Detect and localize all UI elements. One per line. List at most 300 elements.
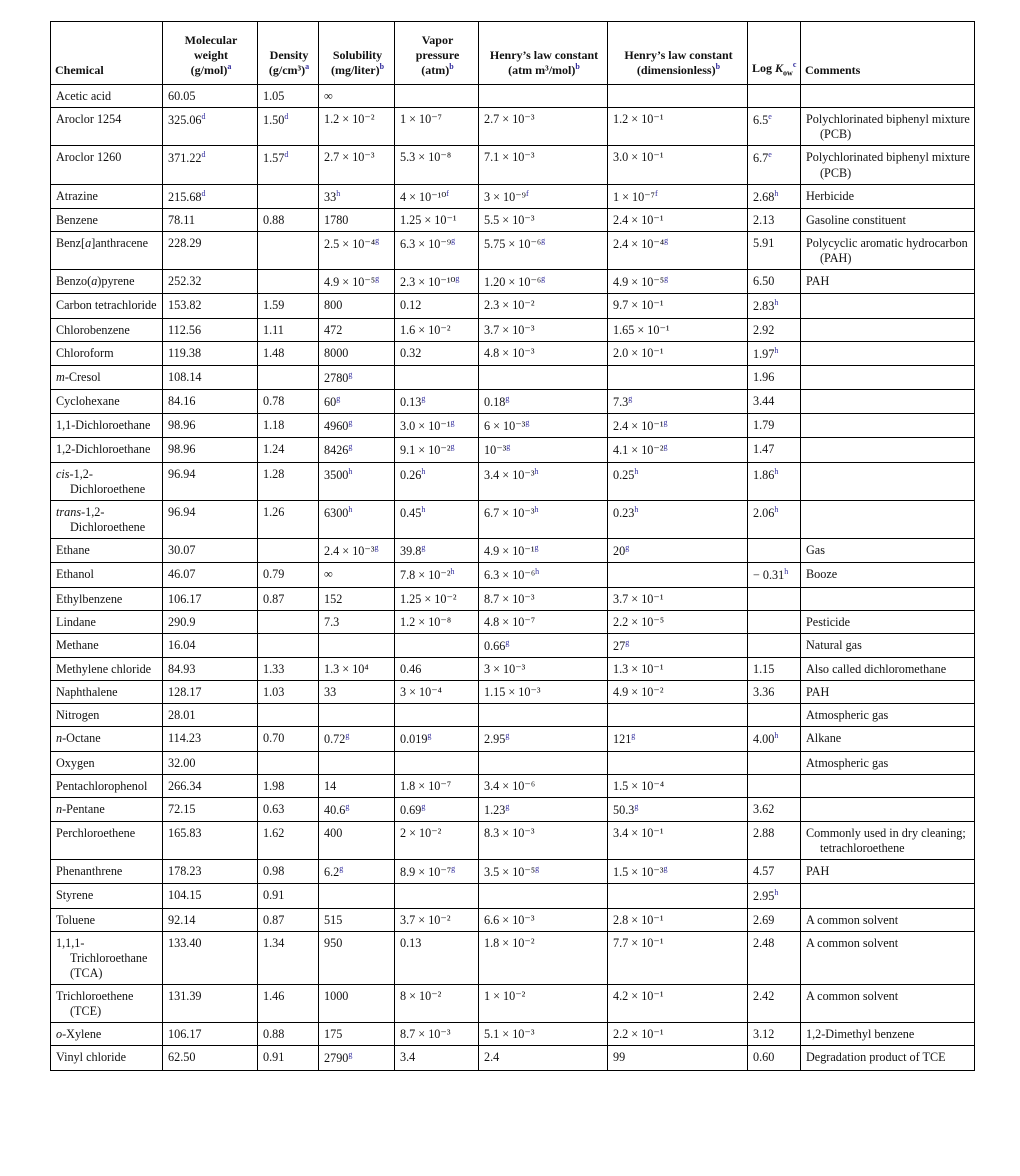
cell-comments: [801, 539, 975, 563]
cell-text: Gasoline constituent: [806, 212, 906, 227]
footnote-marker: c: [792, 59, 797, 69]
cell-molecular-weight: 98.96: [163, 414, 258, 438]
table-row: [51, 500, 975, 538]
cell-comments: [801, 751, 975, 774]
cell-solubility: 2.7 × 10⁻³: [319, 146, 395, 184]
cell-chemical: [51, 860, 163, 884]
footnote-marker: h: [774, 466, 779, 476]
header-vapor-pressure: [395, 22, 479, 85]
table-row: [51, 365, 975, 389]
cell-log-kow: [748, 85, 801, 108]
cell-text: Atmospheric gas: [806, 708, 889, 723]
footnote-marker: g: [535, 864, 540, 874]
cell-chemical: [51, 500, 163, 538]
cell-comments: [801, 184, 975, 208]
footnote-marker: g: [450, 418, 455, 428]
cell-solubility: 2.5 × 10⁻⁴$^g$: [319, 231, 395, 269]
cell-text: Styrene: [56, 888, 94, 903]
cell-henrys-law-atm: 3.7 × 10⁻³: [479, 318, 608, 341]
cell-solubility: 7.3: [319, 610, 395, 633]
table-row: [51, 414, 975, 438]
cell-text: Ethanol: [56, 567, 94, 582]
table-row: [51, 1046, 975, 1070]
cell-chemical: [51, 931, 163, 984]
cell-henrys-law-dimensionless: 3.4 × 10⁻¹: [608, 821, 748, 859]
table-row: [51, 751, 975, 774]
footnote-marker: h: [534, 504, 539, 514]
header-line: (atm): [421, 63, 450, 78]
cell-solubility: 8426$^g$: [319, 438, 395, 462]
header-line: (dimensionless): [636, 63, 716, 78]
table-row: [51, 657, 975, 680]
footnote-marker: g: [348, 1050, 353, 1060]
cell-density: 0.87: [258, 587, 319, 610]
footnote-marker: h: [348, 466, 353, 476]
table-row: [51, 208, 975, 231]
cell-solubility: 1.2 × 10⁻²: [319, 108, 395, 146]
cell-comments: [801, 774, 975, 797]
footnote-marker: g: [664, 235, 669, 245]
cell-molecular-weight: 178.23: [163, 860, 258, 884]
cell-text: Booze: [806, 567, 838, 582]
chemical-properties-table: [50, 21, 975, 1071]
table-row: [51, 633, 975, 657]
cell-molecular-weight: 96.94: [163, 500, 258, 538]
cell-solubility: 2790$^g$: [319, 1046, 395, 1070]
cell-solubility: 8000: [319, 341, 395, 365]
cell-chemical: [51, 908, 163, 931]
footnote-marker: b: [379, 62, 385, 72]
cell-text: A common solvent: [806, 912, 899, 927]
cell-text: Vinyl chloride: [56, 1050, 127, 1065]
cell-text: Lindane: [56, 614, 96, 629]
footnote-marker: g: [339, 864, 344, 874]
cell-molecular-weight: 133.40: [163, 931, 258, 984]
table-row: [51, 1023, 975, 1046]
cell-log-kow: [748, 633, 801, 657]
footnote-marker: g: [625, 637, 630, 647]
cell-chemical: [51, 884, 163, 908]
cell-chemical: [51, 681, 163, 704]
footnote-marker: g: [505, 637, 510, 647]
cell-henrys-law-dimensionless: [608, 751, 748, 774]
cell-density: 1.26: [258, 500, 319, 538]
header-line: (g/cm³): [268, 63, 306, 78]
cell-henrys-law-atm: 1.20 × 10⁻⁶$^g$: [479, 270, 608, 294]
cell-comments: [801, 365, 975, 389]
cell-log-kow: 6.50: [748, 270, 801, 294]
cell-comments: [801, 563, 975, 587]
cell-henrys-law-atm: 3 × 10⁻³: [479, 657, 608, 680]
cell-henrys-law-dimensionless: 27$^g$: [608, 633, 748, 657]
footnote-marker: g: [628, 394, 633, 404]
cell-density: [258, 633, 319, 657]
cell-henrys-law-dimensionless: 2.4 × 10⁻¹: [608, 208, 748, 231]
footnote-marker: h: [634, 466, 639, 476]
cell-henrys-law-dimensionless: 1.3 × 10⁻¹: [608, 657, 748, 680]
cell-text: Polychlorinated biphenyl mixture (PCB): [806, 112, 970, 142]
cell-comments: [801, 438, 975, 462]
footnote-marker: g: [541, 274, 546, 284]
header-comments: [801, 22, 975, 85]
cell-solubility: ∞: [319, 563, 395, 587]
footnote-marker: g: [375, 274, 380, 284]
cell-vapor-pressure: 1.8 × 10⁻⁷: [395, 774, 479, 797]
footnote-marker: g: [427, 731, 432, 741]
footnote-marker: g: [345, 801, 350, 811]
cell-henrys-law-dimensionless: [608, 563, 748, 587]
cell-chemical: [51, 633, 163, 657]
cell-molecular-weight: 112.56: [163, 318, 258, 341]
cell-henrys-law-dimensionless: 9.7 × 10⁻¹: [608, 294, 748, 318]
cell-density: [258, 184, 319, 208]
cell-henrys-law-atm: 3.4 × 10⁻⁶: [479, 774, 608, 797]
cell-log-kow: [748, 704, 801, 727]
cell-log-kow: 2.95$^h$: [748, 884, 801, 908]
cell-comments: [801, 985, 975, 1023]
cell-density: [258, 231, 319, 269]
cell-henrys-law-dimensionless: 3.7 × 10⁻¹: [608, 587, 748, 610]
table-row: [51, 727, 975, 751]
cell-molecular-weight: 104.15: [163, 884, 258, 908]
header-density: [258, 22, 319, 85]
cell-chemical: [51, 704, 163, 727]
table-row: [51, 797, 975, 821]
footnote-marker: h: [774, 188, 779, 198]
cell-log-kow: 5.91: [748, 231, 801, 269]
cell-chemical: [51, 231, 163, 269]
cell-chemical: [51, 1023, 163, 1046]
cell-chemical: [51, 462, 163, 500]
cell-chemical: [51, 318, 163, 341]
table-row: [51, 563, 975, 587]
cell-solubility: 4960$^g$: [319, 414, 395, 438]
cell-molecular-weight: 119.38: [163, 341, 258, 365]
cell-henrys-law-atm: 1 × 10⁻²: [479, 985, 608, 1023]
footnote-marker: g: [348, 369, 353, 379]
cell-text: PAH: [806, 864, 830, 879]
cell-comments: [801, 500, 975, 538]
cell-vapor-pressure: 4 × 10⁻¹⁰$^f$: [395, 184, 479, 208]
cell-log-kow: [748, 539, 801, 563]
footnote-marker: g: [663, 418, 668, 428]
cell-text: Methane: [56, 637, 99, 652]
cell-solubility: 33: [319, 681, 395, 704]
footnote-marker: f: [525, 188, 529, 198]
cell-henrys-law-dimensionless: 2.4 × 10⁻⁴$^g$: [608, 231, 748, 269]
cell-molecular-weight: 228.29: [163, 231, 258, 269]
cell-henrys-law-dimensionless: [608, 884, 748, 908]
cell-chemical: [51, 341, 163, 365]
cell-molecular-weight: 290.9: [163, 610, 258, 633]
cell-molecular-weight: 46.07: [163, 563, 258, 587]
header-solubility: [319, 22, 395, 85]
cell-comments: [801, 270, 975, 294]
cell-log-kow: 6.5e: [748, 108, 801, 146]
cell-text: Oxygen: [56, 755, 95, 770]
footnote-marker: h: [774, 298, 779, 308]
cell-comments: [801, 633, 975, 657]
table-row: [51, 860, 975, 884]
cell-text: PAH: [806, 685, 830, 700]
cell-log-kow: 0.60: [748, 1046, 801, 1070]
cell-solubility: [319, 633, 395, 657]
footnote-marker: g: [345, 731, 350, 741]
footnote-marker: e: [768, 112, 772, 122]
cell-henrys-law-dimensionless: 99: [608, 1046, 748, 1070]
cell-henrys-law-dimensionless: 1.65 × 10⁻¹: [608, 318, 748, 341]
cell-molecular-weight: 96.94: [163, 462, 258, 500]
footnote-marker: g: [664, 274, 669, 284]
footnote-marker: g: [625, 543, 630, 553]
cell-molecular-weight: 98.96: [163, 438, 258, 462]
cell-density: 1.50$^d$: [258, 108, 319, 146]
cell-henrys-law-dimensionless: 3.0 × 10⁻¹: [608, 146, 748, 184]
cell-log-kow: 2.92: [748, 318, 801, 341]
table-row: [51, 270, 975, 294]
cell-vapor-pressure: 0.12: [395, 294, 479, 318]
cell-molecular-weight: 60.05: [163, 85, 258, 108]
footnote-marker: g: [421, 543, 426, 553]
cell-henrys-law-atm: [479, 884, 608, 908]
footnote-marker: a: [305, 62, 310, 72]
footnote-marker: g: [541, 235, 546, 245]
footnote-marker: g: [451, 235, 456, 245]
cell-solubility: 400: [319, 821, 395, 859]
cell-vapor-pressure: 5.3 × 10⁻⁸: [395, 146, 479, 184]
footnote-marker: g: [631, 731, 636, 741]
cell-solubility: 0.72$^g$: [319, 727, 395, 751]
cell-henrys-law-atm: 4.8 × 10⁻³: [479, 341, 608, 365]
cell-henrys-law-dimensionless: 7.7 × 10⁻¹: [608, 931, 748, 984]
table-row: [51, 462, 975, 500]
cell-log-kow: [748, 587, 801, 610]
cell-henrys-law-atm: [479, 85, 608, 108]
cell-vapor-pressure: [395, 85, 479, 108]
cell-vapor-pressure: 0.45$^h$: [395, 500, 479, 538]
cell-density: [258, 539, 319, 563]
cell-molecular-weight: 128.17: [163, 681, 258, 704]
cell-henrys-law-atm: 4.8 × 10⁻⁷: [479, 610, 608, 633]
cell-vapor-pressure: 7.8 × 10⁻²$^h$: [395, 563, 479, 587]
cell-molecular-weight: 114.23: [163, 727, 258, 751]
cell-density: 1.34: [258, 931, 319, 984]
cell-henrys-law-atm: 0.66$^g$: [479, 633, 608, 657]
cell-vapor-pressure: 1.6 × 10⁻²: [395, 318, 479, 341]
footnote-marker: h: [348, 504, 353, 514]
footnote-marker: g: [451, 864, 456, 874]
cell-comments: [801, 657, 975, 680]
footnote-marker: g: [348, 418, 353, 428]
cell-vapor-pressure: 8.7 × 10⁻³: [395, 1023, 479, 1046]
cell-chemical: [51, 587, 163, 610]
header-line: (mg/liter): [330, 63, 380, 78]
header-line: Henry’s law constant: [624, 47, 733, 62]
cell-vapor-pressure: 2 × 10⁻²: [395, 821, 479, 859]
cell-vapor-pressure: 0.32: [395, 341, 479, 365]
cell-chemical: [51, 270, 163, 294]
cell-text: Benzene: [56, 212, 98, 227]
cell-density: 1.33: [258, 657, 319, 680]
footnote-marker: h: [774, 731, 779, 741]
cell-log-kow: 2.48: [748, 931, 801, 984]
table-row: [51, 184, 975, 208]
cell-vapor-pressure: 39.8$^g$: [395, 539, 479, 563]
cell-molecular-weight: 325.06$^d$: [163, 108, 258, 146]
cell-molecular-weight: 153.82: [163, 294, 258, 318]
header-chemical: [51, 22, 163, 85]
cell-comments: [801, 108, 975, 146]
cell-density: [258, 270, 319, 294]
header-line: Density: [269, 47, 309, 62]
footnote-marker: b: [449, 62, 454, 72]
cell-molecular-weight: 252.32: [163, 270, 258, 294]
table-row: [51, 610, 975, 633]
footnote-marker: g: [450, 442, 455, 452]
cell-comments: [801, 85, 975, 108]
footnote-marker: f: [446, 188, 449, 198]
table-row: [51, 774, 975, 797]
cell-vapor-pressure: 8.9 × 10⁻⁷$^g$: [395, 860, 479, 884]
cell-chemical: [51, 563, 163, 587]
cell-text: Herbicide: [806, 188, 855, 203]
cell-text: Trichloroethene (TCE): [56, 989, 134, 1019]
cell-henrys-law-dimensionless: 4.2 × 10⁻¹: [608, 985, 748, 1023]
header-line: pressure: [415, 47, 460, 62]
footnote-marker: b: [575, 62, 580, 72]
cell-density: 0.88: [258, 208, 319, 231]
cell-henrys-law-atm: 6.3 × 10⁻⁶$^h$: [479, 563, 608, 587]
footnote-marker: h: [535, 567, 540, 577]
cell-solubility: 1780: [319, 208, 395, 231]
table-body: [51, 85, 975, 1071]
cell-comments: [801, 462, 975, 500]
cell-comments: [801, 341, 975, 365]
footnote-marker: g: [505, 731, 510, 741]
cell-solubility: 2.4 × 10⁻³$^g$: [319, 539, 395, 563]
cell-henrys-law-dimensionless: 1.5 × 10⁻⁴: [608, 774, 748, 797]
footnote-marker: d: [201, 150, 206, 160]
cell-density: 0.79: [258, 563, 319, 587]
cell-comments: [801, 931, 975, 984]
cell-log-kow: 2.69: [748, 908, 801, 931]
table-row: [51, 908, 975, 931]
cell-comments: [801, 704, 975, 727]
footnote-marker: d: [284, 112, 289, 122]
cell-vapor-pressure: [395, 365, 479, 389]
cell-vapor-pressure: 9.1 × 10⁻²$^g$: [395, 438, 479, 462]
cell-log-kow: 4.57: [748, 860, 801, 884]
cell-henrys-law-dimensionless: 0.25$^h$: [608, 462, 748, 500]
cell-log-kow: 3.62: [748, 797, 801, 821]
cell-henrys-law-atm: 5.1 × 10⁻³: [479, 1023, 608, 1046]
cell-solubility: 175: [319, 1023, 395, 1046]
cell-text: Chloroform: [56, 345, 114, 360]
footnote-marker: g: [375, 235, 380, 245]
header-line: Comments: [805, 63, 861, 78]
table-row: [51, 438, 975, 462]
cell-density: 1.48: [258, 341, 319, 365]
cell-vapor-pressure: 3.0 × 10⁻¹$^g$: [395, 414, 479, 438]
cell-chemical: [51, 108, 163, 146]
cell-molecular-weight: 108.14: [163, 365, 258, 389]
cell-density: 0.78: [258, 390, 319, 414]
cell-text: 1,2-Dimethyl benzene: [806, 1027, 915, 1042]
table-row: [51, 318, 975, 341]
cell-density: 1.11: [258, 318, 319, 341]
cell-solubility: 950: [319, 931, 395, 984]
cell-chemical: [51, 821, 163, 859]
cell-text: Perchloroethene: [56, 825, 136, 840]
cell-solubility: 14: [319, 774, 395, 797]
cell-chemical: [51, 294, 163, 318]
cell-henrys-law-atm: 2.7 × 10⁻³: [479, 108, 608, 146]
header-line: weight: [194, 47, 228, 62]
header-line: Log $K_{ow}$: [752, 60, 793, 78]
footnote-marker: h: [421, 466, 426, 476]
table-row: [51, 587, 975, 610]
cell-vapor-pressure: 3.4: [395, 1046, 479, 1070]
header-line: Molecular: [184, 33, 238, 48]
cell-henrys-law-dimensionless: 4.9 × 10⁻²: [608, 681, 748, 704]
footnote-marker: g: [525, 418, 530, 428]
cell-log-kow: 6.7e: [748, 146, 801, 184]
cell-density: 1.62: [258, 821, 319, 859]
cell-log-kow: 2.13: [748, 208, 801, 231]
cell-density: [258, 751, 319, 774]
cell-log-kow: 3.36: [748, 681, 801, 704]
cell-molecular-weight: 165.83: [163, 821, 258, 859]
table-row: [51, 884, 975, 908]
footnote-marker: g: [421, 394, 426, 404]
cell-density: 1.59: [258, 294, 319, 318]
cell-text: Pesticide: [806, 614, 851, 629]
cell-text: Methylene chloride: [56, 661, 152, 676]
cell-text: Aroclor 1254: [56, 112, 122, 127]
cell-henrys-law-dimensionless: 2.2 × 10⁻⁵: [608, 610, 748, 633]
cell-text: trans-1,2-Dichloroethene: [56, 504, 146, 534]
cell-henrys-law-dimensionless: 7.3$^g$: [608, 390, 748, 414]
cell-log-kow: 3.12: [748, 1023, 801, 1046]
cell-comments: [801, 587, 975, 610]
cell-log-kow: 2.68$^h$: [748, 184, 801, 208]
cell-comments: [801, 294, 975, 318]
cell-henrys-law-dimensionless: 2.2 × 10⁻¹: [608, 1023, 748, 1046]
footnote-marker: g: [455, 274, 460, 284]
footnote-marker: g: [505, 801, 510, 811]
cell-density: 1.46: [258, 985, 319, 1023]
header-molecular-weight: [163, 22, 258, 85]
cell-henrys-law-atm: [479, 751, 608, 774]
cell-solubility: [319, 751, 395, 774]
footnote-marker: g: [374, 543, 379, 553]
table-row: [51, 704, 975, 727]
cell-text: Benzo(a)pyrene: [56, 274, 135, 289]
cell-henrys-law-atm: 0.18$^g$: [479, 390, 608, 414]
cell-comments: [801, 231, 975, 269]
cell-comments: [801, 681, 975, 704]
header-log-kow: [748, 22, 801, 85]
cell-solubility: ∞: [319, 85, 395, 108]
cell-text: o-Xylene: [56, 1027, 102, 1042]
cell-log-kow: 1.79: [748, 414, 801, 438]
cell-comments: [801, 908, 975, 931]
cell-henrys-law-atm: 5.5 × 10⁻³: [479, 208, 608, 231]
footnote-marker: g: [348, 442, 353, 452]
cell-text: Chlorobenzene: [56, 322, 130, 337]
cell-chemical: [51, 365, 163, 389]
cell-density: 0.91: [258, 1046, 319, 1070]
